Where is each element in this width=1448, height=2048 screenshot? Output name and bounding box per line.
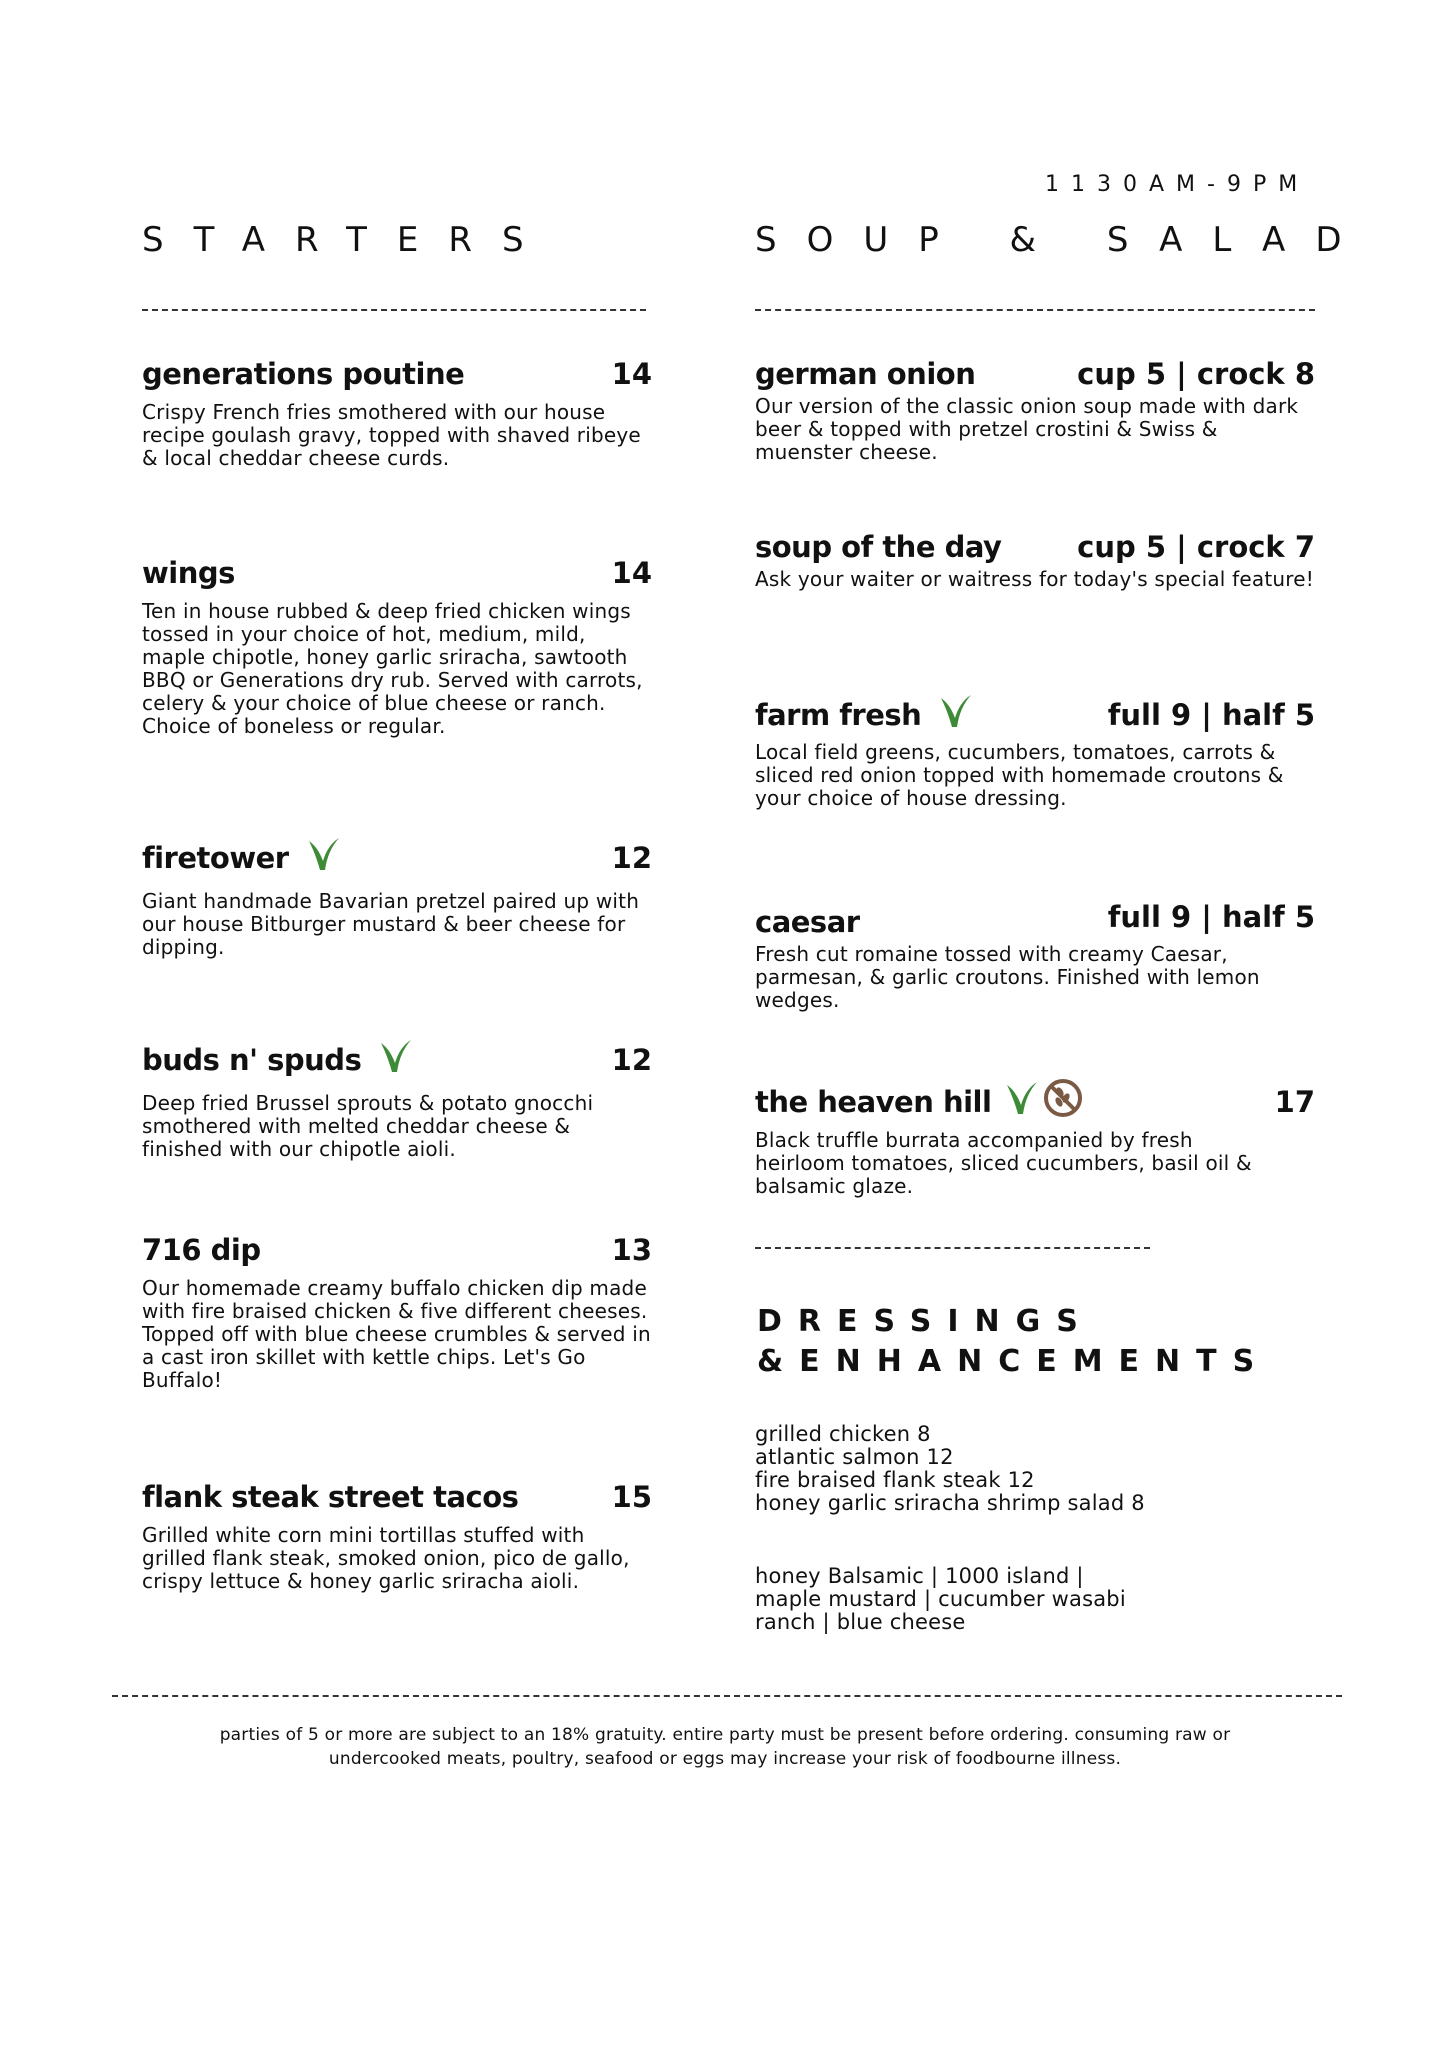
- menu-item: [755, 357, 1315, 464]
- list-item: atlantic salmon 12: [755, 1445, 954, 1469]
- enhancements-list: [755, 1423, 1145, 1515]
- item-description: Grilled white corn mini tortillas stuffed with grilled flank steak, smoked onion, pico de gallo, crispy lettuce & honey garlic sriracha aioli.: [142, 1523, 630, 1593]
- item-price: 12: [611, 840, 652, 875]
- item-name-wrap: [755, 692, 973, 737]
- footer-line: parties of 5 or more are subject to an 18% gratuity. entire party must be present before ordering. consuming raw or: [219, 1725, 1231, 1745]
- item-description: Ten in house rubbed & deep fried chicken wings tossed in your choice of hot, medium, mild, maple chipotle, honey garlic sriracha, sawtooth BBQ or Generations dry rub. Served with carrots, celery & your choice of blue cheese or ranch. Choice of boneless or regular.: [142, 599, 643, 738]
- list-item: ranch | blue cheese: [755, 1610, 966, 1634]
- list-item: maple mustard | cucumber wasabi: [755, 1587, 1126, 1611]
- starters-heading: STARTERS: [142, 220, 554, 260]
- list-item: fire braised flank steak 12: [755, 1468, 1035, 1492]
- item-description: Our homemade creamy buffalo chicken dip made with fire braised chicken & five different cheeses. Topped off with blue cheese crumbles & served in a cast iron skillet with kettle chips. Let's Go Buffalo!: [142, 1276, 651, 1392]
- menu-item: [755, 1078, 1315, 1198]
- item-price: full 9 | half 5: [1107, 900, 1315, 934]
- item-name: german onion: [755, 357, 976, 391]
- footer-divider: [112, 1695, 1342, 1697]
- menu-item: [142, 1037, 652, 1161]
- item-price: cup 5 | crock 7: [1077, 530, 1315, 564]
- dressings-list: [755, 1565, 1126, 1634]
- item-name: soup of the day: [755, 530, 1002, 564]
- item-name: wings: [142, 556, 235, 590]
- list-item: grilled chicken 8: [755, 1422, 931, 1446]
- item-price: 15: [611, 1480, 652, 1514]
- vegetarian-leaf-icon: [307, 835, 341, 880]
- item-name: flank steak street tacos: [142, 1480, 519, 1514]
- item-name-wrap: [755, 1078, 1083, 1125]
- menu-item: [755, 530, 1315, 591]
- item-description: Local field greens, cucumbers, tomatoes, carrots & sliced red onion topped with homemade croutons & your choice of house dressing.: [755, 740, 1284, 810]
- item-description: Deep fried Brussel sprouts & potato gnocchi smothered with melted cheddar cheese & finished with our chipotle aioli.: [142, 1091, 594, 1161]
- item-price: 17: [1274, 1084, 1315, 1119]
- item-price: 13: [611, 1233, 652, 1267]
- item-name-wrap: [142, 1037, 413, 1082]
- soup-salad-divider: [755, 309, 1315, 311]
- item-name-wrap: [142, 835, 341, 880]
- item-description: Fresh cut romaine tossed with creamy Caesar, parmesan, & garlic croutons. Finished with lemon wedges.: [755, 942, 1260, 1012]
- item-name: firetower: [142, 840, 289, 875]
- item-description: Crispy French fries smothered with our house recipe goulash gravy, topped with shaved ribeye & local cheddar cheese curds.: [142, 400, 641, 470]
- vegetarian-leaf-icon: [939, 692, 973, 737]
- dressings-heading: [757, 1302, 1270, 1382]
- vegetarian-leaf-icon: [1005, 1079, 1039, 1124]
- item-name: farm fresh: [755, 697, 922, 732]
- vegetarian-leaf-icon: [379, 1037, 413, 1082]
- item-name: the heaven hill: [755, 1084, 992, 1119]
- hours: 1130AM-9PM: [1045, 172, 1310, 197]
- item-price: 14: [611, 357, 652, 391]
- item-description: Black truffle burrata accompanied by fresh heirloom tomatoes, sliced cucumbers, basil oil & balsamic glaze.: [755, 1128, 1252, 1198]
- starters-divider: [142, 309, 646, 311]
- item-price: 14: [611, 556, 652, 590]
- item-name: buds n' spuds: [142, 1042, 362, 1077]
- menu-item: [142, 1233, 652, 1392]
- menu-item: [755, 692, 1315, 810]
- item-price: full 9 | half 5: [1107, 697, 1315, 732]
- dressings-heading-line1: DRESSINGS: [757, 1304, 1094, 1339]
- footer-line: undercooked meats, poultry, seafood or eggs may increase your risk of foodbourne illness.: [328, 1749, 1122, 1769]
- item-description: Giant handmade Bavarian pretzel paired up with our house Bitburger mustard & beer cheese for dipping.: [142, 889, 640, 959]
- list-item: honey Balsamic | 1000 island |: [755, 1564, 1084, 1588]
- item-description: Ask your waiter or waitress for today's special feature!: [755, 567, 1314, 591]
- item-description: Our version of the classic onion soup made with dark beer & topped with pretzel crostini & Swiss & muenster cheese.: [755, 394, 1299, 464]
- menu-item: [142, 1480, 652, 1593]
- dressings-heading-line2: &ENHANCEMENTS: [757, 1344, 1271, 1379]
- menu-item: [142, 835, 652, 959]
- menu-item: [142, 556, 652, 738]
- menu-item: [142, 357, 652, 470]
- item-name: 716 dip: [142, 1233, 261, 1267]
- dressings-divider: [755, 1247, 1150, 1249]
- soup-salad-heading: SOUP & SALAD: [755, 220, 1372, 260]
- item-name: caesar: [755, 905, 860, 939]
- item-name: generations poutine: [142, 357, 465, 391]
- gluten-free-icon: [1043, 1078, 1083, 1125]
- item-price: 12: [611, 1042, 652, 1077]
- menu-item: [755, 895, 1315, 1012]
- item-price: cup 5 | crock 8: [1077, 357, 1315, 391]
- footer-disclaimer: [150, 1723, 1300, 1771]
- list-item: honey garlic sriracha shrimp salad 8: [755, 1491, 1145, 1515]
